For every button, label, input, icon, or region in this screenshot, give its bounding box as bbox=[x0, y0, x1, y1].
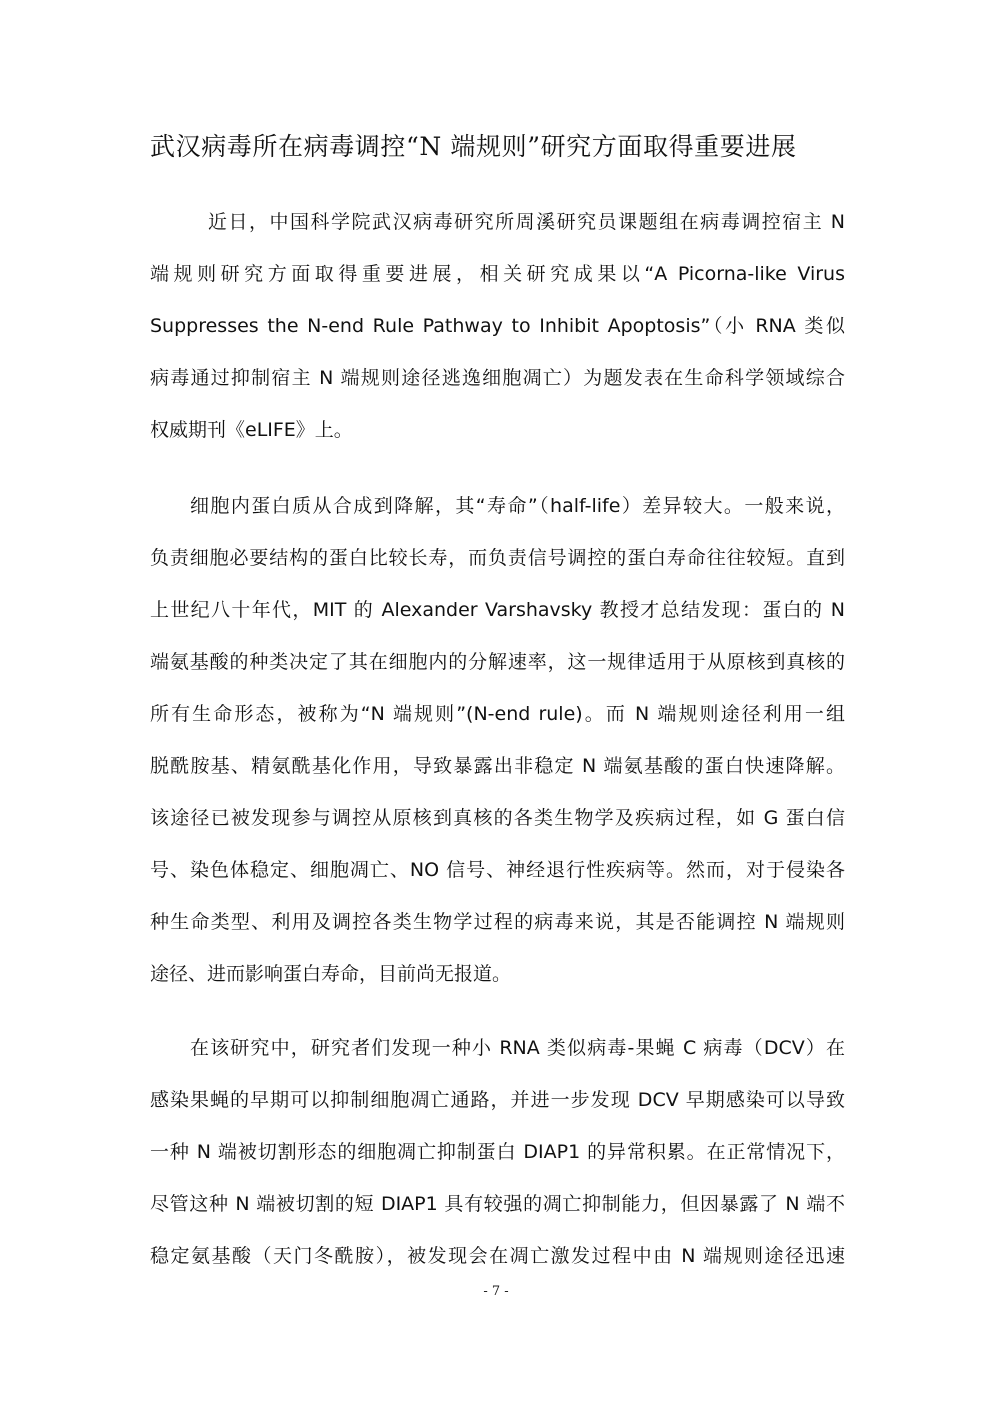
paragraph-line: 种生命类型、利用及调控各类生物学过程的病毒来说，其是否能调控 N 端规则 bbox=[150, 911, 845, 933]
paragraph-line: 所有生命形态，被称为“N 端规则”(N-end rule)。而 N 端规则途径利用一组 bbox=[150, 703, 845, 725]
paragraph-line: 负责细胞必要结构的蛋白比较长寿，而负责信号调控的蛋白寿命往往较短。直到 bbox=[150, 547, 845, 569]
paragraph-3 bbox=[150, 1022, 845, 1282]
page-number: - 7 - bbox=[483, 1284, 509, 1299]
paragraph-line: 脱酰胺基、精氨酰基化作用，导致暴露出非稳定 N 端氨基酸的蛋白快速降解。 bbox=[150, 755, 845, 777]
paragraph-line: 端规则研究方面取得重要进展，相关研究成果以“A Picorna-like Virus bbox=[150, 263, 845, 285]
paragraph-line: 该途径已被发现参与调控从原核到真核的各类生物学及疾病过程，如 G 蛋白信 bbox=[150, 807, 845, 829]
paragraph-line: 一种 N 端被切割形态的细胞凋亡抑制蛋白 DIAP1 的异常积累。在正常情况下， bbox=[150, 1141, 845, 1163]
paragraph-line: 权威期刊《eLIFE》上。 bbox=[150, 419, 353, 441]
paragraph-1 bbox=[150, 196, 845, 456]
paragraph-line: 近日，中国科学院武汉病毒研究所周溪研究员课题组在病毒调控宿主 N bbox=[208, 211, 845, 233]
document-title: 武汉病毒所在病毒调控“N 端规则”研究方面取得重要进展 bbox=[150, 132, 797, 161]
paragraph-line: 端氨基酸的种类决定了其在细胞内的分解速率，这一规律适用于从原核到真核的 bbox=[150, 651, 845, 673]
paragraph-line: 稳定氨基酸（天门冬酰胺），被发现会在凋亡激发过程中由 N 端规则途径迅速 bbox=[150, 1245, 845, 1267]
paragraph-line: Suppresses the N-end Rule Pathway to Inhibit Apoptosis”（小 RNA 类似 bbox=[150, 315, 845, 337]
paragraph-2 bbox=[150, 480, 845, 1000]
paragraph-line: 上世纪八十年代，MIT 的 Alexander Varshavsky 教授才总结发现：蛋白的 N bbox=[150, 599, 845, 621]
paragraph-line: 在该研究中，研究者们发现一种小 RNA 类似病毒-果蝇 C 病毒（DCV）在 bbox=[190, 1037, 845, 1059]
paragraph-line: 尽管这种 N 端被切割的短 DIAP1 具有较强的凋亡抑制能力，但因暴露了 N 端不 bbox=[150, 1193, 845, 1215]
paragraph-line: 号、染色体稳定、细胞凋亡、NO 信号、神经退行性疾病等。然而，对于侵染各 bbox=[150, 859, 845, 881]
paragraph-line: 细胞内蛋白质从合成到降解，其“寿命”（half-life）差异较大。一般来说， bbox=[190, 495, 845, 517]
paragraph-line: 病毒通过抑制宿主 N 端规则途径逃逸细胞凋亡）为题发表在生命科学领域综合 bbox=[150, 367, 845, 389]
paragraph-line: 途径、进而影响蛋白寿命，目前尚无报道。 bbox=[150, 963, 512, 985]
paragraph-line: 感染果蝇的早期可以抑制细胞凋亡通路，并进一步发现 DCV 早期感染可以导致 bbox=[150, 1089, 845, 1111]
